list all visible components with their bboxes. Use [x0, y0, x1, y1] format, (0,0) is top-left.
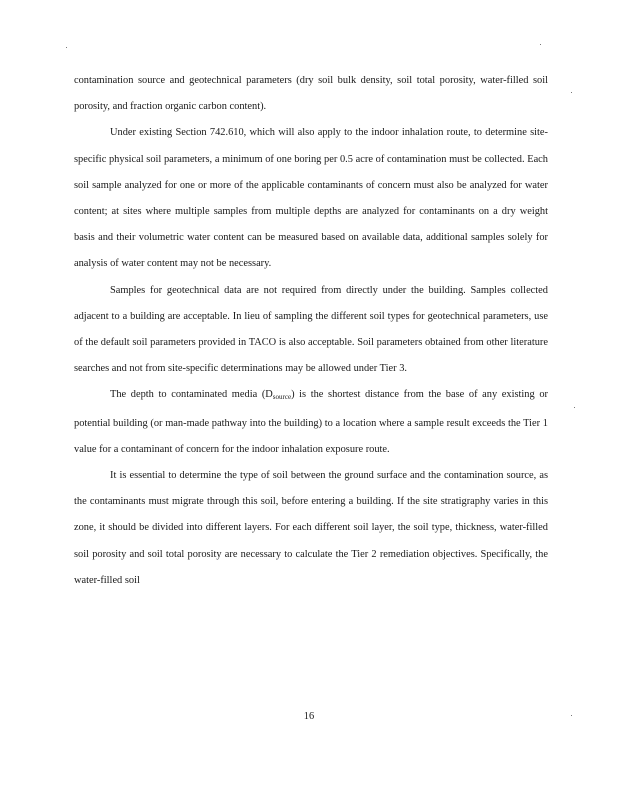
depth-text-after: ) is the shortest distance from the base of any existing or potential building (or man-made pathway into the building) to a location where a sample result exceeds the Tier 1 value for a contaminant of concern for the indoor inhalation exposure route.: [74, 389, 548, 455]
paragraph-geotechnical-samples: Samples for geotechnical data are not required from directly under the building. Samples collected adjacent to a building are acceptable. In lieu of sampling the different soil types for geotechnical parameters, use of the default soil parameters provided in TACO is also acceptable. Soil parameters obtained from other literature searches and not from site-specific determinations may be allowed under Tier 3.: [74, 284, 548, 375]
depth-text-before: The depth to contaminated media (D: [110, 389, 273, 401]
scan-speck: [540, 44, 541, 45]
body-text: [74, 68, 548, 594]
scan-speck: [574, 407, 575, 408]
paragraph-depth-to-contamination: [74, 382, 548, 463]
paragraph-section-742-610: Under existing Section 742.610, which will also apply to the indoor inhalation route, to determine site-specific physical soil parameters, a minimum of one boring per 0.5 acre of contamination must be collected. Each soil sample analyzed for one or more of the applicable contaminants of concern must also be analyzed for water content; at sites where multiple samples from multiple depths are analyzed for contaminants on a dry weight basis and their volumetric water content can be measured based on available data, additional samples solely for analysis of water content may not be necessary.: [74, 127, 548, 270]
page-number: 16: [303, 711, 315, 722]
paragraph-soil-type: It is essential to determine the type of soil between the ground surface and the contamination source, as the contaminants must migrate through this soil, before entering a building. If the site stratigraphy varies in this zone, it should be divided into different layers. For each different soil layer, the soil type, thickness, water-filled soil porosity and soil total porosity are necessary to calculate the Tier 2 remediation objectives. Specifically, the water-filled soil: [74, 470, 548, 586]
scan-speck: [571, 92, 572, 93]
d-source-subscript: source: [272, 393, 292, 402]
paragraph-continuation: contamination source and geotechnical parameters (dry soil bulk density, soil total porosity, water-filled soil porosity, and fraction organic carbon content).: [74, 75, 548, 113]
scan-speck: [66, 47, 67, 48]
